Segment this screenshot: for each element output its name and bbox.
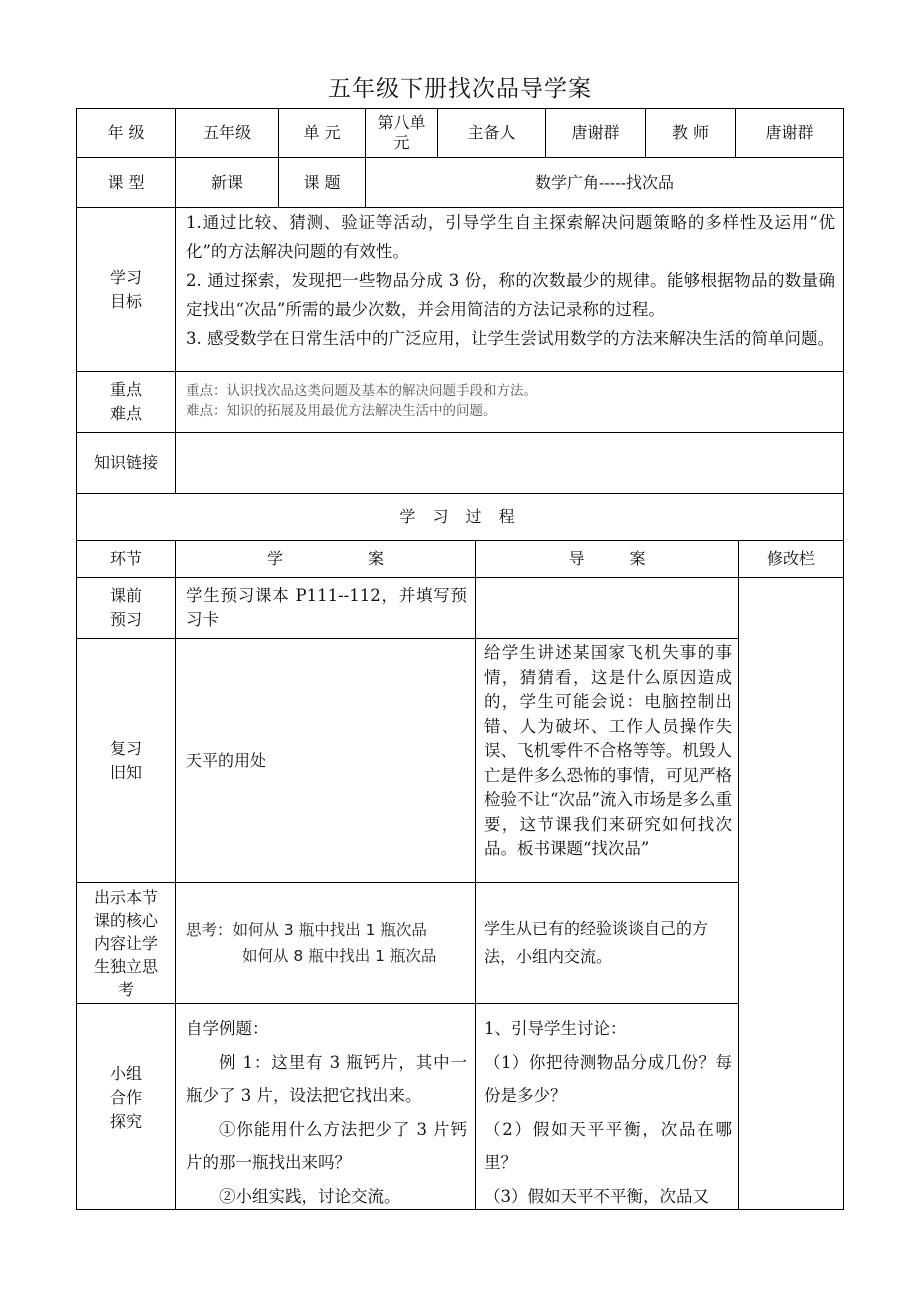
study-group — [176, 1004, 475, 1209]
grade-label: 年 级 — [107, 123, 145, 142]
keypoints-label — [77, 372, 175, 432]
teacher-label: 教 师 — [671, 123, 710, 142]
study-preview: 学生预习课本 P111--112，并填写预习卡 — [186, 586, 467, 629]
guide-group-line: （3）假如天平不平衡，次品又 — [484, 1186, 709, 1206]
keypoints-content — [176, 372, 843, 432]
goals-label-line: 目标 — [109, 291, 142, 311]
goals-label-line: 学习 — [109, 267, 142, 287]
study-group-line: 例 1：这里有 3 瓶钙片，其中一瓶少了 3 片，设法把它找出来。 — [186, 1052, 467, 1105]
goal-item: 1.通过比较、猜测、验证等活动，引导学生自主探索解决问题策略的多样性及运用“优化”的方法解决问题的有效性。 — [186, 213, 835, 261]
page-title: 五年级下册找次品导学案 — [328, 76, 592, 102]
goals-label — [77, 208, 175, 371]
grade-value: 五年级 — [202, 123, 251, 142]
core-question-1: 思考：如何从 3 瓶中找出 1 瓶次品 — [186, 921, 427, 939]
type-value: 新课 — [210, 172, 243, 192]
difficulty-point: 难点：知识的拓展及用最优方法解决生活中的问题。 — [186, 403, 497, 419]
column-header-guide: 导 案 — [568, 549, 646, 568]
teacher-value: 唐谢群 — [765, 123, 814, 142]
knowledge-link-label: 知识链接 — [93, 453, 158, 472]
guide-group-line: （2）假如天平平衡，次品在哪里？ — [484, 1119, 732, 1172]
stage-core: 出示本节课的核心内容让学生独立思考 — [93, 887, 158, 999]
knowledge-link-content — [176, 433, 843, 493]
goal-item: 3. 感受数学在日常生活中的广泛应用，让学生尝试用数学的方法来解决生活的简单问题。 — [186, 329, 834, 348]
study-group-line: ②小组实践，讨论交流。 — [219, 1186, 401, 1206]
guide-group — [476, 1004, 738, 1209]
guide-group-line: 1、引导学生讨论： — [484, 1019, 627, 1038]
stage-group: 小组合作探究 — [109, 1064, 142, 1131]
unit-label: 单 元 — [303, 123, 341, 142]
study-group-line: 自学例题： — [186, 1019, 269, 1038]
stage-review: 复习旧知 — [109, 738, 142, 782]
keypoints-label-line: 重点 — [109, 380, 142, 399]
author-value: 唐谢群 — [571, 123, 620, 142]
topic-label: 课 题 — [303, 172, 341, 192]
core-question-2: 如何从 8 瓶中找出 1 瓶次品 — [242, 947, 437, 965]
guide-core: 学生从已有的经验谈谈自己的方法，小组内交流。 — [484, 919, 709, 966]
guide-group-line: （1）你把待测物品分成几份？每份是多少？ — [484, 1052, 732, 1105]
process-heading: 学 习 过 程 — [399, 507, 521, 526]
column-header-stage: 环节 — [109, 549, 142, 568]
study-review: 天平的用处 — [186, 750, 267, 770]
key-point: 重点：认识找次品这类问题及基本的解决问题手段和方法。 — [186, 383, 537, 399]
column-header-revision: 修改栏 — [766, 549, 815, 568]
unit-value: 第八单元 — [377, 113, 426, 152]
goal-item: 2. 通过探索，发现把一些物品分成 3 份，称的次数最少的规律。能够根据物品的数量确定找出“次品”所需的最少次数，并会用简洁的方法记录称的过程。 — [186, 271, 835, 319]
topic-value: 数学广角-----找次品 — [534, 172, 675, 192]
rule — [843, 108, 844, 1210]
keypoints-label-line: 难点 — [109, 404, 142, 423]
column-header-study: 学 案 — [266, 549, 385, 568]
guide-preview — [476, 578, 738, 638]
goals-content — [176, 208, 843, 371]
stage-preview: 课前预习 — [109, 586, 142, 629]
type-label: 课 型 — [107, 172, 145, 192]
study-core — [176, 883, 475, 1003]
author-label: 主备人 — [467, 123, 516, 142]
rule — [738, 540, 739, 1210]
guide-review: 给学生讲述某国家飞机失事的事情，猜猜看，这是什么原因造成的，学生可能会说：电脑控制出错、人为破坏、工作人员操作失误、飞机零件不合格等等。机毁人亡是件多么恐怖的事情，可见严格检验不让“次品”流入市场是多么重要，这节课我们来研究如何找次品。板书课题“找次品” — [484, 643, 732, 858]
study-group-line: ①你能用什么方法把少了 3 片钙片的那一瓶找出来吗？ — [186, 1119, 467, 1172]
